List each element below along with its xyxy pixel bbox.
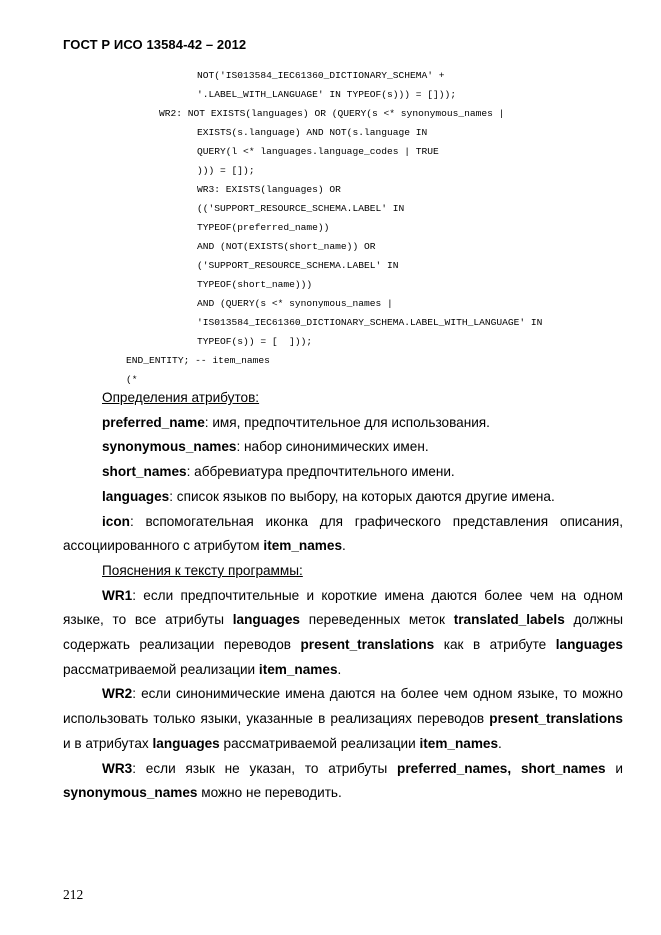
rule-label: WR3 xyxy=(102,760,133,776)
code-line: NOT('IS013584_IEC61360_DICTIONARY_SCHEMA' + xyxy=(197,70,445,81)
code-listing xyxy=(0,66,661,385)
attr-short-names xyxy=(63,460,623,485)
notes-heading: Пояснения к тексту программы: xyxy=(102,562,303,578)
attr-term: languages xyxy=(102,488,170,504)
attr-desc: : вспомогательная иконка для графического представления описания, ассоциированного с атрибутом xyxy=(63,513,623,554)
code-line: QUERY(l <* languages.language_codes | TRUE xyxy=(197,146,439,157)
attr-desc: : список языков по выбору, на которых даются другие имена. xyxy=(169,488,555,504)
rule-label: WR1 xyxy=(102,587,133,603)
body-text xyxy=(63,386,623,806)
code-line: WR2: NOT EXISTS(languages) OR (QUERY(s <* synonymous_names | xyxy=(159,108,505,119)
rule-label: WR2 xyxy=(102,686,133,702)
page-number: 212 xyxy=(63,887,84,902)
code-line: ('SUPPORT_RESOURCE_SCHEMA.LABEL' IN xyxy=(197,260,399,271)
code-line: 'IS013584_IEC61360_DICTIONARY_SCHEMA.LABEL_WITH_LANGUAGE' IN xyxy=(197,317,543,328)
attributes-heading: Определения атрибутов: xyxy=(102,390,260,405)
attr-term: preferred_name xyxy=(102,414,205,430)
code-line: TYPEOF(short_name))) xyxy=(197,279,313,290)
code-line: '.LABEL_WITH_LANGUAGE' IN TYPEOF(s))) = [])); xyxy=(197,89,457,100)
code-line: AND (QUERY(s <* synonymous_names | xyxy=(197,298,393,309)
code-line: ))) = []); xyxy=(197,165,255,176)
attr-term: synonymous_names xyxy=(102,439,237,455)
attr-preferred-name xyxy=(63,411,623,436)
code-line: (('SUPPORT_RESOURCE_SCHEMA.LABEL' IN xyxy=(197,203,405,214)
attr-desc: : аббревиатура предпочтительного имени. xyxy=(186,464,455,480)
rule-wr1: WR1: если предпочтительные и короткие имена даются более чем на одном языке, то все атрибуты languages переведенных меток translated_labels должны содержать реализации переводов present_translations как в атрибуте languages рассматриваемой реализации item_names. xyxy=(63,587,624,677)
code-line: TYPEOF(s)) = [ ])); xyxy=(197,336,313,347)
rule-wr3: WR3: если язык не указан, то атрибуты preferred_names, short_names и synonymous_names можно не переводить. xyxy=(63,760,623,801)
attr-term: icon xyxy=(102,513,130,529)
code-line: EXISTS(s.language) AND NOT(s.language IN xyxy=(197,127,428,138)
attr-term: short_names xyxy=(102,464,187,480)
code-line: WR3: EXISTS(languages) OR xyxy=(197,184,341,195)
code-line: END_ENTITY; -- item_names xyxy=(126,355,270,366)
rule-wr2: WR2: если синонимические имена даются на более чем одном языке, то можно использовать только языки, указанные в реализациях переводов present_translations и в атрибутах languages рассматриваемой реализации item_names. xyxy=(63,686,623,751)
attr-desc: : имя, предпочтительное для использования. xyxy=(204,414,490,430)
attr-desc: : набор синонимических имен. xyxy=(236,439,429,455)
attr-synonymous-names xyxy=(63,435,623,460)
code-line: AND (NOT(EXISTS(short_name)) OR xyxy=(197,241,376,252)
page-header: ГОСТ Р ИСО 13584-42 – 2012 xyxy=(63,37,247,52)
code-line: (* xyxy=(126,374,138,385)
attr-languages xyxy=(63,485,623,510)
attr-ref: item_names xyxy=(263,538,343,554)
attr-icon: icon: вспомогательная иконка для графического представления описания, ассоциированного с атрибутом item_names. xyxy=(63,513,623,554)
code-line: TYPEOF(preferred_name)) xyxy=(197,222,330,233)
